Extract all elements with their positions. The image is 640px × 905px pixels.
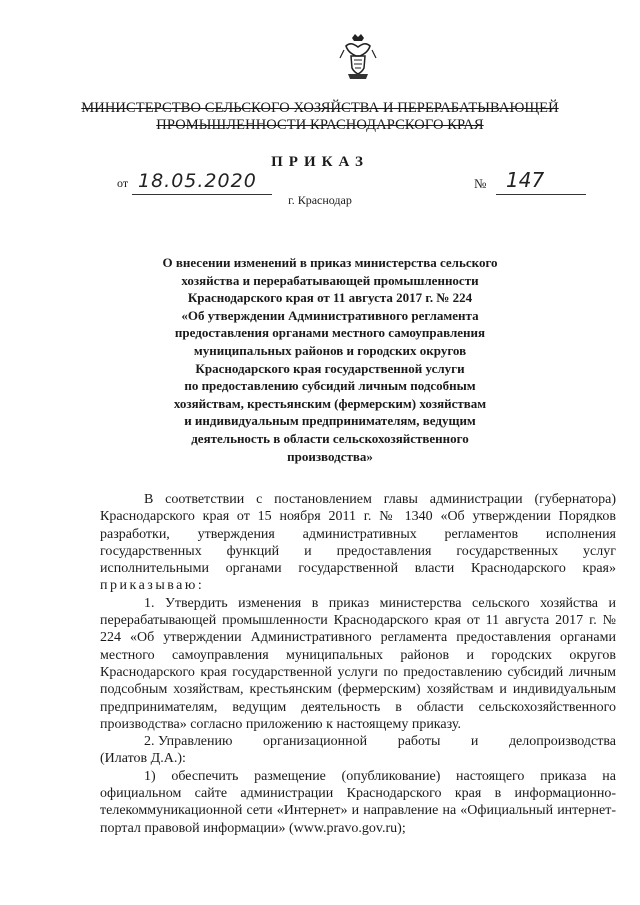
subject-line: и индивидуальным предпринимателям, ведущим: [184, 413, 476, 429]
item-2-heading: [100, 733, 616, 750]
subject-line: Краснодарского края государственной услуги: [195, 360, 465, 376]
order-body: [100, 491, 616, 837]
subject-line: хозяйства и перерабатывающей промышленности: [181, 272, 479, 288]
item-2-word: 2. Управлению: [144, 734, 233, 750]
city-name: г. Краснодар: [288, 193, 352, 207]
item-1-paragraph: 1. Утвердить изменения в приказ министерства сельского хозяйства и перерабатывающей промышленности Краснодарского края от 11 августа 2017 г. № 224 «Об утверждении Административного регламента предоставления органами местного самоуправления муниципальных районов и городских округов Краснодарского края государственной услуги по предоставлению субсидий личным подсобным хозяйствам, крестьянским (фермерским) хозяйствам и индивидуальным предпринимателям, ведущим деятельность в области сельскохозяйственного производства» согласно приложению к настоящему приказу.: [100, 595, 616, 732]
subject-line: муниципальных районов и городских округов: [193, 342, 467, 358]
number-prefix: №: [474, 176, 487, 191]
preamble-paragraph: [100, 491, 616, 595]
date-prefix: от: [117, 176, 129, 190]
order-date: 18.05.2020: [138, 170, 257, 192]
subject-line: Краснодарского края от 11 августа 2017 г. № 224: [187, 290, 473, 306]
preamble-text: В соответствии с постановлением главы администрации (губернатора) Краснодарского края от 15 ноября 2011 г. № 1340 «Об утверждении Порядков разработки, утверждения административных регламентов исполнения государственных функций и предоставления государственных услуг исполнительными органами государственной власти Краснодарского края»: [100, 492, 616, 577]
item-2-tail: (Илатов Д.А.):: [100, 751, 186, 767]
item-2-1-paragraph: 1) обеспечить размещение (опубликование) настоящего приказа на официальном сайте администрации Краснодарского края в информационно-телекоммуникационной сети «Интернет» и направление на «Официальный интернет-портал правовой информации» (www.pravo.gov.ru);: [100, 768, 616, 836]
subject-line: деятельность в области сельскохозяйственного: [191, 430, 469, 446]
order-subject: [150, 254, 510, 465]
ministry-line-1: МИНИСТЕРСТВО СЕЛЬСКОГО ХОЗЯЙСТВА И ПЕРЕРАБАТЫВАЮЩЕЙ: [81, 100, 559, 116]
item-2-word: делопроизводства: [508, 734, 616, 750]
order-number: 147: [506, 168, 545, 192]
document-type-title: ПРИКАЗ: [271, 154, 369, 170]
order-word: приказываю:: [100, 578, 205, 594]
item-2-word: и: [470, 734, 479, 750]
item-2-word: организационной: [263, 734, 368, 750]
item-2-word: работы: [397, 734, 441, 750]
ministry-line-2: ПРОМЫШЛЕННОСТИ КРАСНОДАРСКОГО КРАЯ: [156, 117, 484, 133]
subject-line: «Об утверждении Административного регламента: [181, 307, 479, 323]
subject-line: предоставления органами местного самоуправления: [174, 325, 486, 341]
subject-line: О внесении изменений в приказ министерства сельского: [162, 255, 498, 270]
ministry-name: [60, 100, 580, 134]
subject-line: по предоставлению субсидий личным подсобным: [184, 378, 476, 394]
coat-of-arms-emblem: [338, 32, 378, 82]
subject-line: производства»: [287, 448, 373, 464]
subject-line: хозяйствам, крестьянским (фермерским) хозяйствам: [173, 395, 487, 411]
